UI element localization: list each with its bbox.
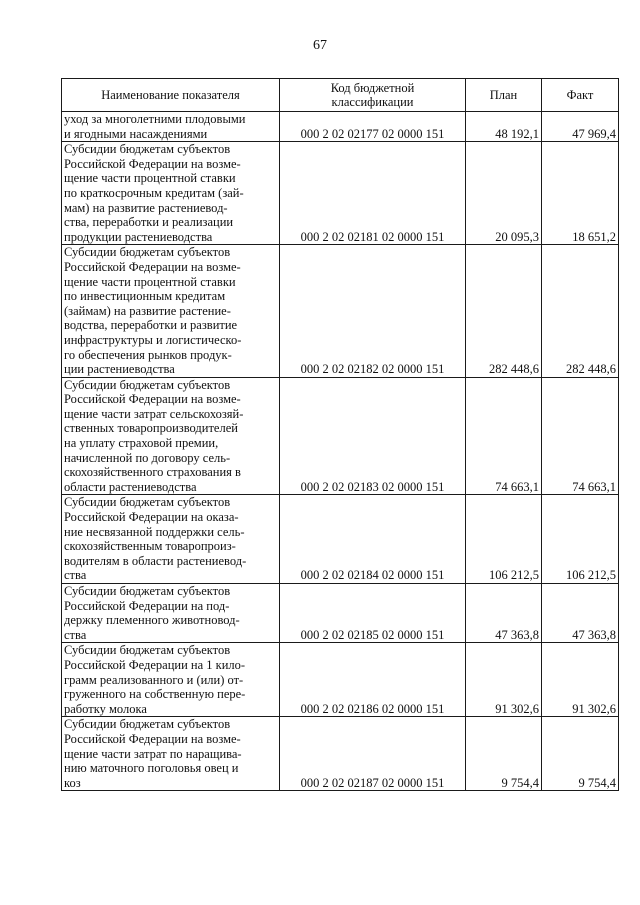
row-name: уход за многолетними плодовыми и ягодными насаждениями: [62, 112, 280, 142]
row-code: 000 2 02 02182 02 0000 151: [280, 245, 466, 377]
table-row: [62, 643, 619, 717]
row-code: 000 2 02 02177 02 0000 151: [280, 112, 466, 142]
row-plan: 20 095,3: [466, 142, 542, 245]
row-fact: 18 651,2: [542, 142, 619, 245]
row-fact: 47 363,8: [542, 584, 619, 643]
row-plan: 48 192,1: [466, 112, 542, 142]
row-code: 000 2 02 02183 02 0000 151: [280, 377, 466, 495]
row-plan: 47 363,8: [466, 584, 542, 643]
row-plan: 9 754,4: [466, 717, 542, 791]
row-name: Субсидии бюджетам субъектов Российской Федерации на 1 кило- грамм реализованного и (или) от- груженного на собственную пере- работку молока: [62, 643, 280, 717]
header-plan: План: [466, 79, 542, 112]
row-plan: 106 212,5: [466, 495, 542, 584]
row-fact: 106 212,5: [542, 495, 619, 584]
table-row: [62, 142, 619, 245]
row-fact: 282 448,6: [542, 245, 619, 377]
row-fact: 9 754,4: [542, 717, 619, 791]
table-row: [62, 584, 619, 643]
row-code: 000 2 02 02184 02 0000 151: [280, 495, 466, 584]
header-name: Наименование показателя: [62, 79, 280, 112]
table-row: [62, 717, 619, 791]
row-name: Субсидии бюджетам субъектов Российской Федерации на возме- щение части процентной ставки по инвестиционным кредитам (займам) на развитие растение- водства, переработки и развитие инфраструктуры и логистическо- го обеспечения рынков продук- ции растениеводства: [62, 245, 280, 377]
row-plan: 282 448,6: [466, 245, 542, 377]
row-name: Субсидии бюджетам субъектов Российской Федерации на возме- щение части затрат сельскохозяй- ственных товаропроизводителей на уплату страховой премии, начисленной по договору сель- скохозяйственного страхования в области растениеводства: [62, 377, 280, 495]
row-plan: 91 302,6: [466, 643, 542, 717]
row-name: Субсидии бюджетам субъектов Российской Федерации на под- держку племенного животновод- ства: [62, 584, 280, 643]
row-fact: 47 969,4: [542, 112, 619, 142]
row-code: 000 2 02 02187 02 0000 151: [280, 717, 466, 791]
table-row: [62, 245, 619, 377]
row-plan: 74 663,1: [466, 377, 542, 495]
row-code: 000 2 02 02185 02 0000 151: [280, 584, 466, 643]
table-header-row: [62, 79, 619, 112]
table-row: [62, 377, 619, 495]
row-name: Субсидии бюджетам субъектов Российской Федерации на возме- щение части затрат по наращива- нию маточного поголовья овец и коз: [62, 717, 280, 791]
header-code: Код бюджетной классификации: [280, 79, 466, 112]
row-code: 000 2 02 02186 02 0000 151: [280, 643, 466, 717]
row-fact: 74 663,1: [542, 377, 619, 495]
page-number: 67: [313, 38, 327, 53]
table-row: [62, 495, 619, 584]
row-fact: 91 302,6: [542, 643, 619, 717]
row-name: Субсидии бюджетам субъектов Российской Федерации на возме- щение части процентной ставки по краткосрочным кредитам (зай- мам) на развитие растениевод- ства, переработки и реализации продукции растениеводства: [62, 142, 280, 245]
row-name: Субсидии бюджетам субъектов Российской Федерации на оказа- ние несвязанной поддержки сель- скохозяйственным товаропроиз- водителям в области растениевод- ства: [62, 495, 280, 584]
table-row: [62, 112, 619, 142]
header-fact: Факт: [542, 79, 619, 112]
row-code: 000 2 02 02181 02 0000 151: [280, 142, 466, 245]
budget-table: [61, 78, 619, 791]
